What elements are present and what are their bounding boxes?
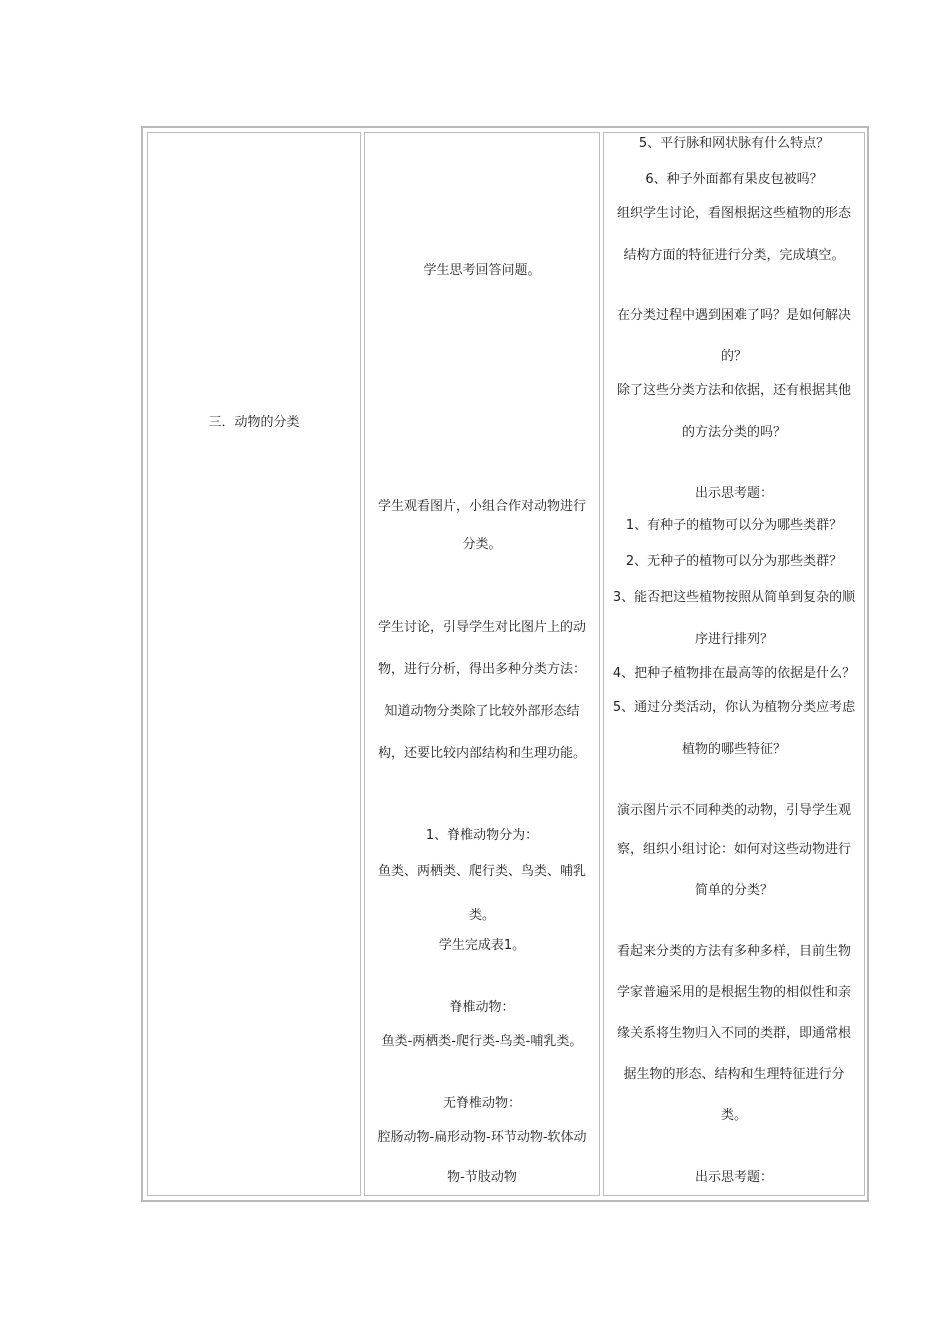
teacher-text: 缘关系将生物归入不同的类群，即通常根 <box>616 1026 851 1041</box>
student-text: 分类。 <box>462 537 502 552</box>
student-text: 鱼类-两栖类-爬行类-鸟类-哺乳类。 <box>381 1034 583 1049</box>
teacher-text: 5、平行脉和网状脉有什么特点？ <box>638 136 830 151</box>
student-text: 类。 <box>468 908 495 923</box>
teacher-text: 1、有种子的植物可以分为哪些类群？ <box>625 518 843 533</box>
student-text: 学生思考回答问题。 <box>423 263 541 278</box>
student-text: 脊椎动物： <box>449 1000 515 1015</box>
teacher-text: 看起来分类的方法有多种多样，目前生物 <box>616 944 851 959</box>
student-text: 学生观看图片，小组合作对动物进行 <box>377 499 586 514</box>
teacher-text: 演示图片示不同种类的动物，引导学生观 <box>616 803 851 818</box>
student-text: 物，进行分析，得出多种分类方法： <box>377 662 586 677</box>
student-text: 学生完成表1。 <box>438 938 526 953</box>
teacher-text: 在分类过程中遇到困难了吗？是如何解决 <box>616 308 851 323</box>
student-text: 构，还要比较内部结构和生理功能。 <box>377 746 586 761</box>
teacher-text: 4、把种子植物排在最高等的依据是什么？ <box>612 666 856 681</box>
teacher-text: 据生物的形态、结构和生理特征进行分 <box>623 1067 845 1082</box>
teacher-text: 除了这些分类方法和依据，还有根据其他 <box>616 383 851 398</box>
teacher-text: 察，组织小组讨论：如何对这些动物进行 <box>616 842 851 857</box>
student-text: 1、脊椎动物分为： <box>425 828 539 843</box>
teacher-text: 6、种子外面都有果皮包被吗？ <box>645 172 823 187</box>
teacher-activity-column <box>603 132 865 1196</box>
teacher-text: 结构方面的特征进行分类，完成填空。 <box>623 248 845 263</box>
teacher-text: 简单的分类？ <box>694 883 773 898</box>
teacher-text: 出示思考题： <box>694 1170 773 1185</box>
student-activity-column <box>364 132 600 1196</box>
teacher-text: 的？ <box>720 349 747 364</box>
teacher-text: 类。 <box>720 1108 747 1123</box>
topic-column <box>147 132 361 1196</box>
teacher-text: 的方法分类的吗？ <box>681 425 786 440</box>
lesson-table <box>141 126 869 1202</box>
student-text: 知道动物分类除了比较外部形态结 <box>384 704 580 719</box>
teacher-text: 组织学生讨论，看图根据这些植物的形态 <box>616 206 851 221</box>
teacher-text: 学家普遍采用的是根据生物的相似性和亲 <box>616 985 851 1000</box>
teacher-text: 5、通过分类活动，你认为植物分类应考虑 <box>612 700 856 715</box>
student-text: 物-节肢动物 <box>447 1170 517 1185</box>
teacher-text: 3、能否把这些植物按照从简单到复杂的顺 <box>612 590 856 605</box>
student-text: 鱼类、两栖类、爬行类、鸟类、哺乳 <box>377 864 586 879</box>
student-text: 腔肠动物-扁形动物-环节动物-软体动 <box>377 1130 587 1145</box>
teacher-text: 植物的哪些特征？ <box>681 742 786 757</box>
section-title: 三．动物的分类 <box>208 415 300 430</box>
teacher-text: 2、无种子的植物可以分为那些类群？ <box>625 554 843 569</box>
teacher-text: 出示思考题： <box>694 486 773 501</box>
student-text: 学生讨论，引导学生对比图片上的动 <box>377 620 586 635</box>
student-text: 无脊椎动物： <box>442 1096 521 1111</box>
teacher-text: 序进行排列？ <box>694 632 773 647</box>
